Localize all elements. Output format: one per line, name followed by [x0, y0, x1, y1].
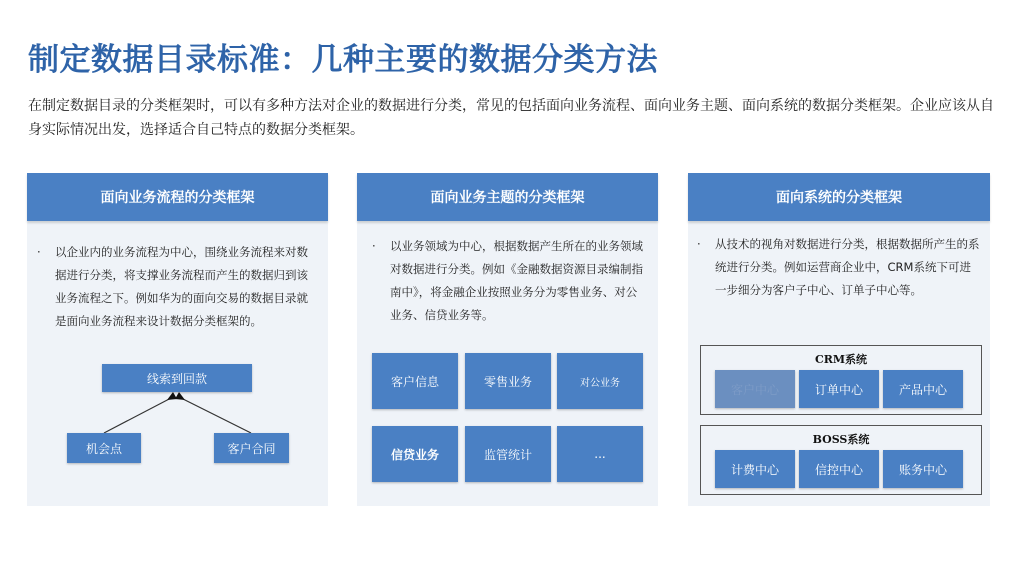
boss-billing-center: 计费中心 [715, 450, 795, 488]
boss-system-title: BOSS系统 [812, 433, 870, 446]
crm-customer-center: 客户中心 [715, 370, 795, 408]
boss-accounts-center: 账务中心 [883, 450, 963, 488]
panel-description [37, 241, 317, 333]
panel-heading: 面向业务流程的分类框架 [27, 173, 328, 221]
description-text: 以企业内的业务流程为中心，围绕业务流程来对数据进行分类，将支撑业务流程而产生的数据归到该业务流程之下。例如华为的面向交易的数据目录就是面向业务流程来设计数据分类框架的。 [55, 245, 308, 328]
page-title: 制定数据目录标准：几种主要的数据分类方法 [28, 42, 658, 78]
panel-business-process [27, 173, 328, 506]
crm-order-center: 订单中心 [799, 370, 879, 408]
process-node-lead-to-cash: 线索到回款 [102, 364, 252, 392]
subject-tile-retail: 零售业务 [465, 353, 551, 409]
panel-business-subject [357, 173, 658, 506]
subject-tile-more: ... [557, 426, 643, 482]
crm-product-center: 产品中心 [883, 370, 963, 408]
bullet-marker: · [37, 245, 41, 259]
crm-system-group [700, 345, 982, 415]
subject-tile-credit: 信贷业务 [372, 426, 458, 482]
description-text: 从技术的视角对数据进行分类，根据数据所产生的系统进行分类。例如运营商企业中，CRM系统下可进一步细分为客户子中心、订单子中心等。 [715, 237, 980, 297]
panel-description [372, 235, 645, 327]
process-node-opportunity: 机会点 [67, 433, 141, 463]
boss-credit-control-center: 信控中心 [799, 450, 879, 488]
subject-tile-corporate: 对公业务 [557, 353, 643, 409]
process-node-contract: 客户合同 [214, 433, 289, 463]
description-text: 以业务领域为中心，根据数据产生所在的业务领域对数据进行分类。例如《金融数据资源目录编制指南中》，将金融企业按照业务分为零售业务、对公业务、信贷业务等。 [390, 239, 643, 322]
subject-tile-customer-info: 客户信息 [372, 353, 458, 409]
panel-description [697, 233, 980, 302]
crm-system-title: CRM系统 [814, 353, 868, 366]
boss-system-group [700, 425, 982, 495]
bullet-marker: · [372, 239, 376, 253]
panel-system [688, 173, 990, 506]
panel-heading: 面向业务主题的分类框架 [357, 173, 658, 221]
bullet-marker: · [697, 237, 701, 251]
subject-tile-regulatory: 监管统计 [465, 426, 551, 482]
panel-heading: 面向系统的分类框架 [688, 173, 990, 221]
intro-paragraph: 在制定数据目录的分类框架时，可以有多种方法对企业的数据进行分类，常见的包括面向业务流程、面向业务主题、面向系统的数据分类框架。企业应该从自身实际情况出发，选择适合自己特点的数据分类框架。 [28, 98, 994, 138]
